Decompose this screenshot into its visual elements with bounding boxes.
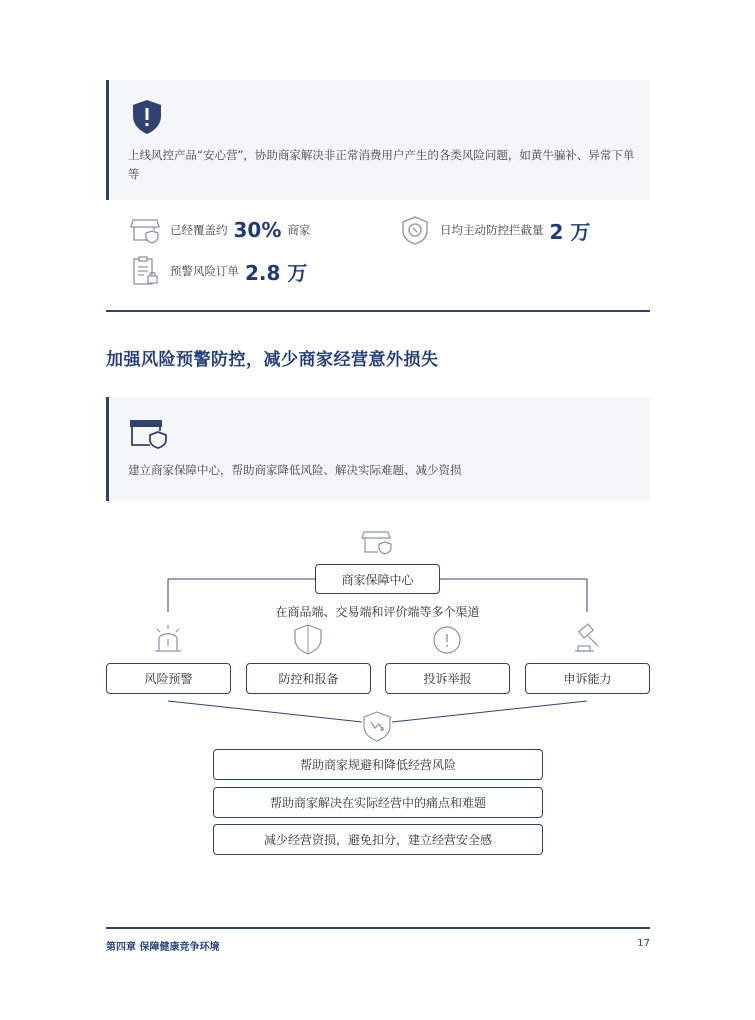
outcome-box-1: 帮助商家规避和降低经营风险 — [213, 749, 543, 780]
stat-coverage-label: 已经覆盖约 — [170, 223, 228, 237]
section-heading: 加强风险预警防控，减少商家经营意外损失 — [106, 350, 439, 370]
stat-warning-value: 2.8 万 — [245, 260, 308, 285]
shield-icon — [295, 625, 321, 654]
footer-divider — [106, 927, 650, 929]
function-box-appeal: 申诉能力 — [525, 663, 650, 694]
stat-coverage-suffix: 商家 — [287, 223, 311, 237]
function-box-risk-warning: 风险预警 — [106, 663, 231, 694]
function-box-complaint: 投诉举报 — [385, 663, 510, 694]
card2-text: 建立商家保障中心，帮助商家降低风险、解决实际难题、减少资损 — [128, 463, 462, 477]
card1-text: 上线风控产品“安心营”，协助商家解决非正常消费用户产生的各类风险问题，如黄牛骗补、异常下单等 — [128, 148, 635, 181]
outcome-box-3: 减少经营资损，避免扣分，建立经营安全感 — [213, 824, 543, 855]
stat-coverage-value: 30% — [233, 218, 282, 242]
channels-caption: 在商品端、交易端和评价端等多个渠道 — [275, 605, 480, 619]
alert-circle-icon — [434, 627, 460, 653]
page-number: 17 — [637, 938, 650, 949]
store-shield-icon — [362, 532, 391, 554]
footer-chapter: 第四章 保障健康竞争环境 — [106, 942, 220, 953]
shield-down-arrow-icon — [364, 712, 390, 741]
outcome-box-2: 帮助商家解决在实际经营中的痛点和难题 — [213, 787, 543, 818]
stat-intercept-value: 2 万 — [549, 219, 591, 244]
alarm-light-icon — [155, 625, 181, 651]
stat-intercept-label: 日均主动防控拦截量 — [440, 223, 544, 237]
stat-warning-label: 预警风险订单 — [170, 264, 239, 278]
gavel-icon — [575, 624, 598, 651]
center-box: 商家保障中心 — [315, 564, 440, 594]
function-box-prevention: 防控和报备 — [246, 663, 371, 694]
